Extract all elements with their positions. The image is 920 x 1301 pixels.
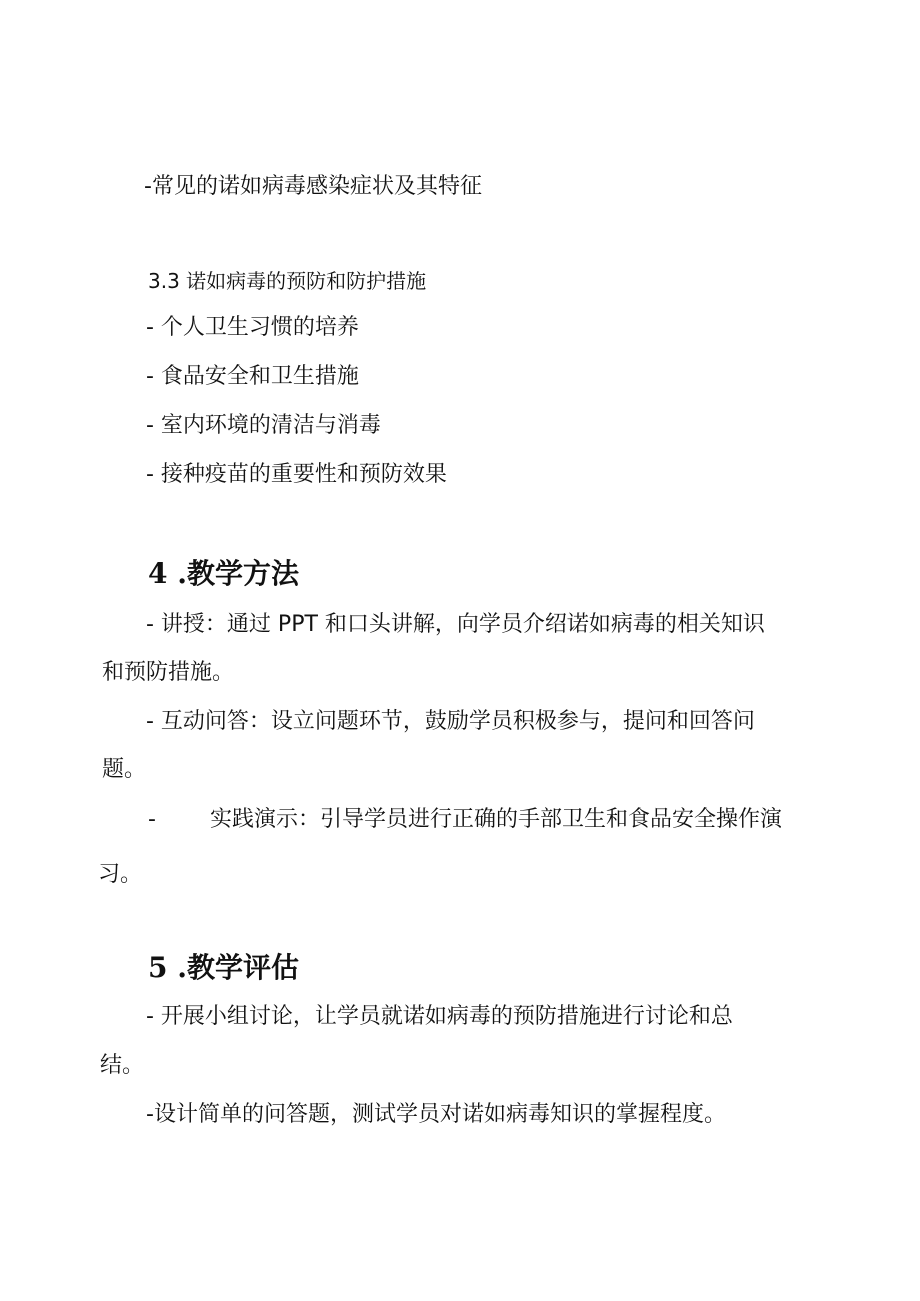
eval-quiz: -设计简单的问答题，测试学员对诺如病毒知识的掌握程度。	[146, 1102, 726, 1127]
list-item-hygiene: - 个人卫生习惯的培养	[146, 315, 359, 340]
list-item-indoor-cleaning: - 室内环境的清洁与消毒	[146, 413, 381, 438]
method-lecture-line1: - 讲授：通过 PPT 和口头讲解，向学员介绍诺如病毒的相关知识	[146, 612, 765, 637]
method-demo-dash: -	[148, 807, 156, 832]
section-heading-4: 4 .教学方法	[148, 557, 299, 590]
subsection-heading-3-3: 3.3 诺如病毒的预防和防护措施	[148, 269, 427, 293]
method-demo-line2: 习。	[98, 862, 143, 887]
eval-discussion-line1: - 开展小组讨论，让学员就诺如病毒的预防措施进行讨论和总	[146, 1004, 733, 1029]
list-item-food-safety: - 食品安全和卫生措施	[146, 364, 359, 389]
method-qa-line2: 题。	[102, 757, 147, 782]
symptoms-item: -常见的诺如病毒感染症状及其特征	[144, 174, 482, 199]
method-qa-line1: - 互动问答：设立问题环节，鼓励学员积极参与，提问和回答问	[146, 709, 755, 734]
section-heading-5: 5 .教学评估	[148, 951, 299, 984]
method-demo-line1: 实践演示：引导学员进行正确的手部卫生和食品安全操作演	[210, 807, 783, 832]
method-lecture-line2: 和预防措施。	[102, 660, 235, 685]
list-item-vaccine: - 接种疫苗的重要性和预防效果	[146, 462, 447, 487]
eval-discussion-line2: 结。	[100, 1053, 145, 1078]
